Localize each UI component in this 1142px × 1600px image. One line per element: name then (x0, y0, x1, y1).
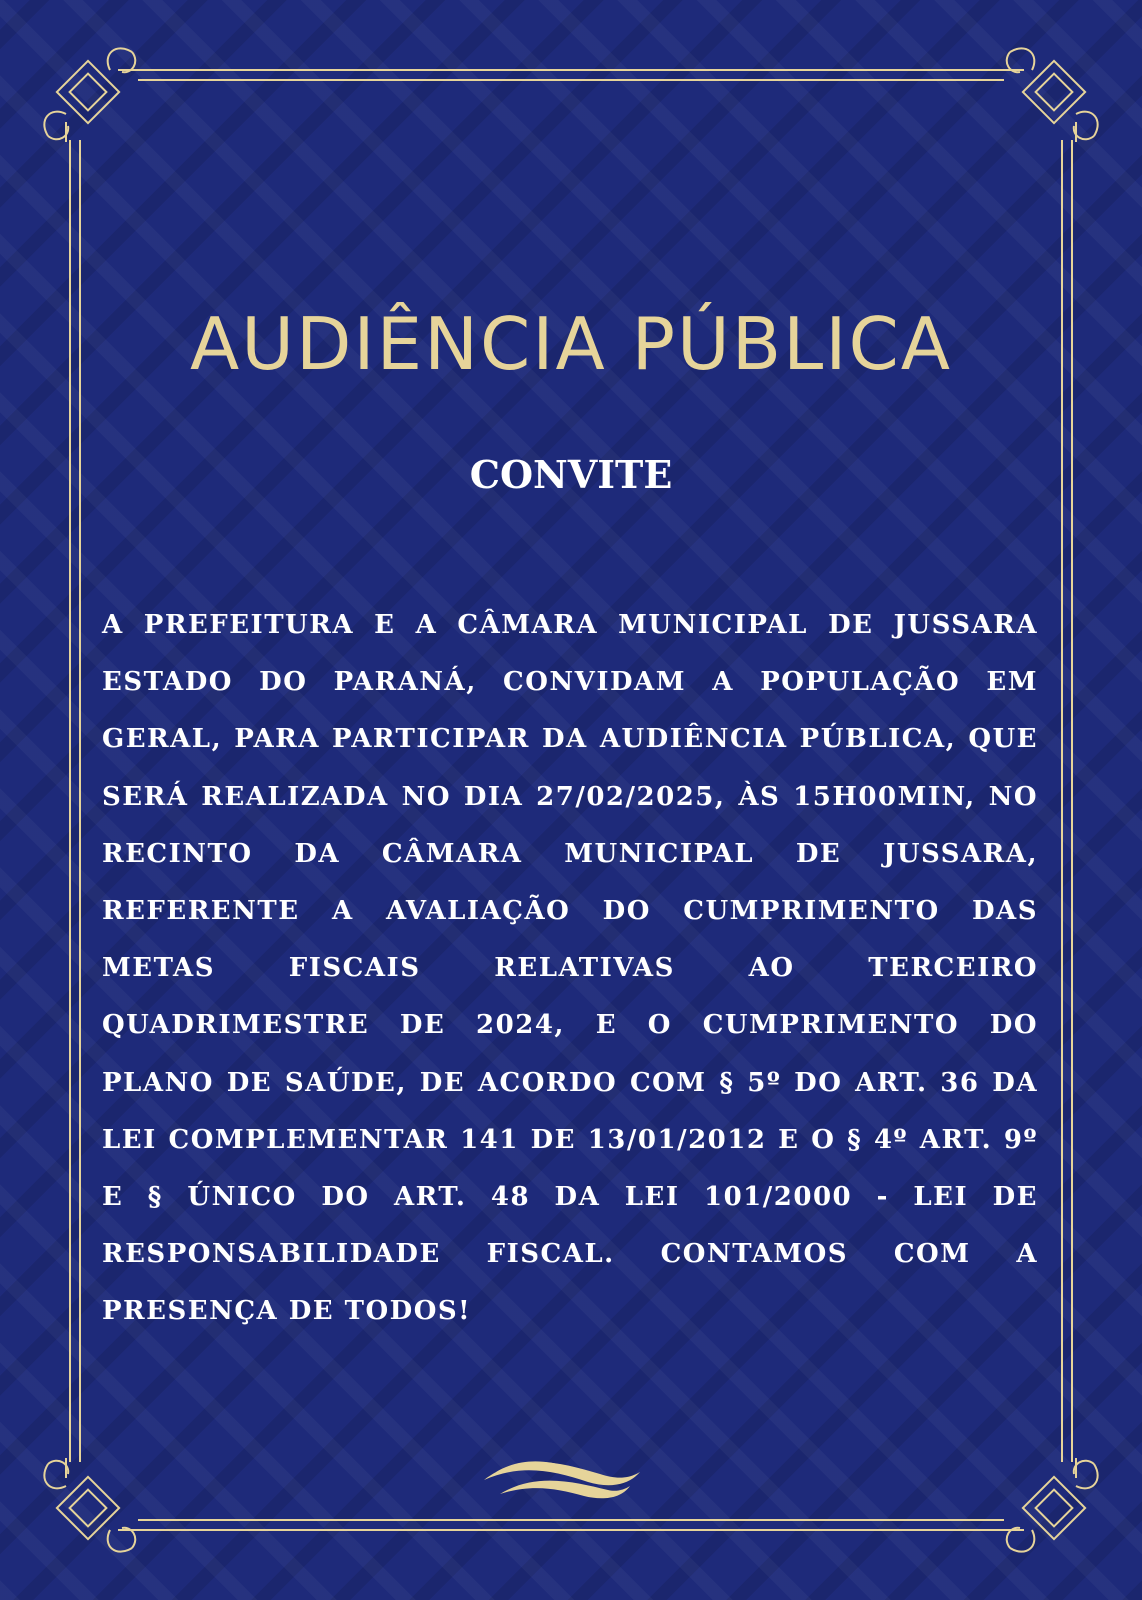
invitation-body: A PREFEITURA E A CÂMARA MUNICIPAL DE JUSSARA ESTADO DO PARANÁ, CONVIDAM A POPULAÇÃO EM GERAL, PARA PARTICIPAR DA AUDIÊNCIA PÚBLICA, QUE SERÁ REALIZADA NO DIA 27/02/2025, ÀS 15H00MIN, NO RECINTO DA CÂMARA MUNICIPAL DE JUSSARA, REFERENTE A AVALIAÇÃO DO CUMPRIMENTO DAS METAS FISCAIS RELATIVAS AO TERCEIRO QUADRIMESTRE DE 2024, E O CUMPRIMENTO DO PLANO DE SAÚDE, DE ACORDO COM § 5º DO ART. 36 DA LEI COMPLEMENTAR 141 DE 13/01/2012 E O § 4º ART. 9º E § ÚNICO DO ART. 48 DA LEI 101/2000 - LEI DE RESPONSABILIDADE FISCAL. CONTAMOS COM A PRESENÇA DE TODOS! (102, 610, 1038, 1327)
ornamental-corner-icon (1004, 48, 1098, 142)
wave-flourish-icon (484, 1461, 640, 1498)
ornamental-corner-icon (44, 48, 138, 142)
page-title: AUDIÊNCIA PÚBLICA (189, 302, 952, 386)
ornamental-corner-icon (44, 1458, 138, 1552)
ornamental-corner-icon (1004, 1458, 1098, 1552)
subtitle: CONVITE (469, 452, 673, 497)
